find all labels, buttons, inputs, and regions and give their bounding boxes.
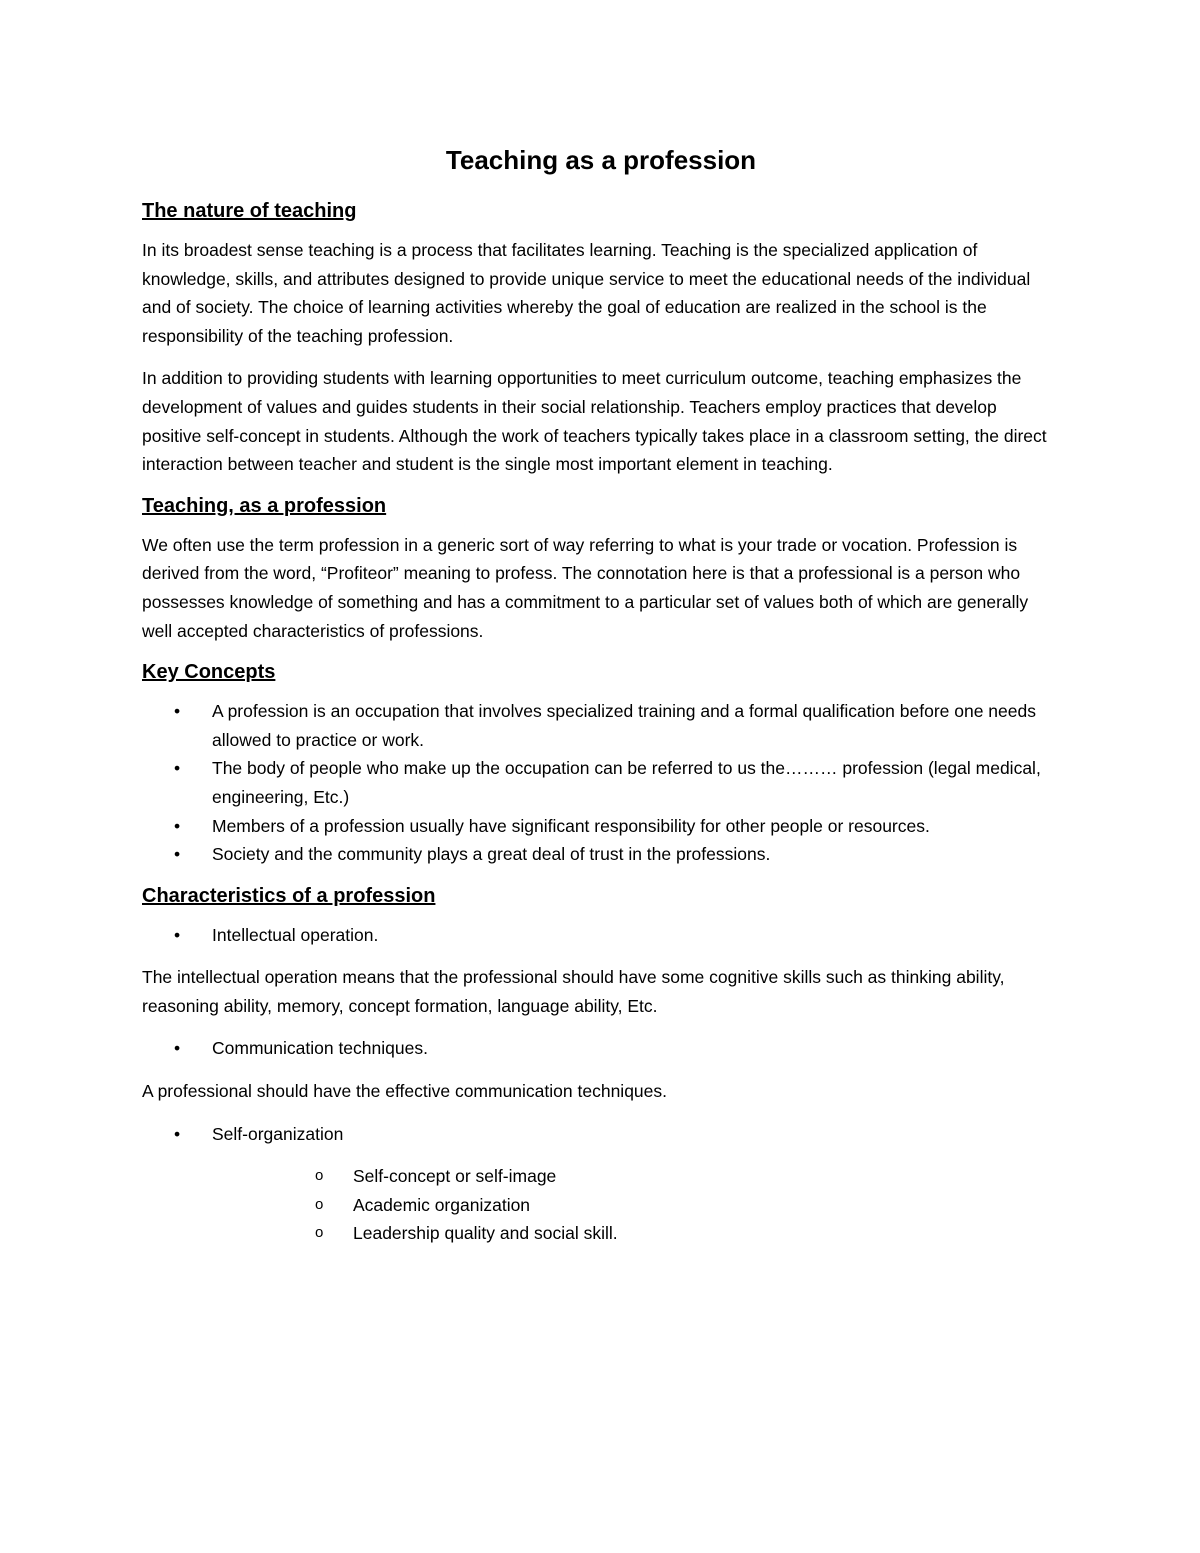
- sub-bullet-glyph: o: [315, 1167, 324, 1185]
- list-item: [142, 1034, 1060, 1063]
- list-item: [142, 812, 1060, 841]
- self-organization-sublist: [142, 1162, 1060, 1248]
- list-item-text: The body of people who make up the occupation can be referred to us the……… profession (legal medical, engineering, Etc.): [212, 758, 1041, 807]
- bullet-glyph: •: [174, 815, 181, 836]
- list-item: [142, 921, 1060, 950]
- bullet-glyph: •: [174, 1038, 181, 1059]
- characteristics-list-1: [142, 921, 1060, 950]
- sub-bullet-glyph: o: [315, 1195, 324, 1213]
- section-heading-key-concepts: Key Concepts: [142, 661, 276, 684]
- list-item-text: Intellectual operation.: [212, 924, 379, 945]
- list-item: [142, 697, 1060, 754]
- bullet-glyph: •: [174, 758, 181, 779]
- paragraph-profession-1: We often use the term profession in a generic sort of way referring to what is your trade or vocation. Profession is derived from the word, “Profiteor” meaning to profess. The connotation here is that a professional is a person who possesses knowledge of something and has a commitment to a particular set of values both of which are generally well accepted characteristics of professions.: [142, 534, 1029, 641]
- list-item-text: Members of a profession usually have significant responsibility for other people or resources.: [212, 815, 930, 836]
- key-concepts-list: [142, 697, 1060, 869]
- bullet-glyph: •: [174, 1123, 181, 1144]
- list-item: [142, 1120, 1060, 1149]
- sub-list-item: [142, 1162, 1060, 1191]
- sub-list-item: [142, 1219, 1060, 1248]
- list-item-text: A profession is an occupation that involves specialized training and a formal qualification before one needs allowed to practice or work.: [212, 701, 1036, 750]
- document-title: Teaching as a profession: [445, 145, 757, 175]
- list-item: [142, 840, 1060, 869]
- sub-list-item-text: Academic organization: [353, 1194, 531, 1215]
- paragraph-communication-techniques: A professional should have the effective communication techniques.: [142, 1081, 667, 1102]
- section-heading-characteristics: Characteristics of a profession: [142, 884, 436, 907]
- paragraph-nature-2: In addition to providing students with learning opportunities to meet curriculum outcome, teaching emphasizes the development of values and guides students in their social relationship. Teachers employ practices that develop positive self-concept in students. Although the work of teachers typically takes place in a classroom setting, the direct interaction between teacher and student is the single most important element in teaching.: [142, 368, 1047, 475]
- bullet-glyph: •: [174, 924, 181, 945]
- section-heading-profession: Teaching, as a profession: [142, 494, 387, 517]
- sub-bullet-glyph: o: [315, 1224, 324, 1242]
- document-body: [142, 142, 1060, 1248]
- sub-list-item-text: Leadership quality and social skill.: [353, 1223, 618, 1244]
- bullet-glyph: •: [174, 844, 181, 865]
- bullet-glyph: •: [174, 701, 181, 722]
- characteristics-list-3: [142, 1120, 1060, 1149]
- list-item-text: Communication techniques.: [212, 1038, 428, 1059]
- list-item-text: Self-organization: [212, 1123, 344, 1144]
- list-item-text: Society and the community plays a great deal of trust in the professions.: [212, 844, 771, 865]
- section-heading-nature: The nature of teaching: [142, 200, 357, 222]
- list-item: [142, 754, 1060, 811]
- sub-list-item-text: Self-concept or self-image: [353, 1166, 557, 1187]
- characteristics-list-2: [142, 1034, 1060, 1063]
- paragraph-intellectual-operation: The intellectual operation means that the professional should have some cognitive skills such as thinking ability, reasoning ability, memory, concept formation, language ability, Etc.: [142, 967, 1005, 1016]
- sub-list-item: [142, 1191, 1060, 1220]
- paragraph-nature-1: In its broadest sense teaching is a process that facilitates learning. Teaching is the specialized application of knowledge, skills, and attributes designed to provide unique service to meet the educational needs of the individual and of society. The choice of learning activities whereby the goal of education are realized in the school is the responsibility of the teaching profession.: [142, 240, 1031, 346]
